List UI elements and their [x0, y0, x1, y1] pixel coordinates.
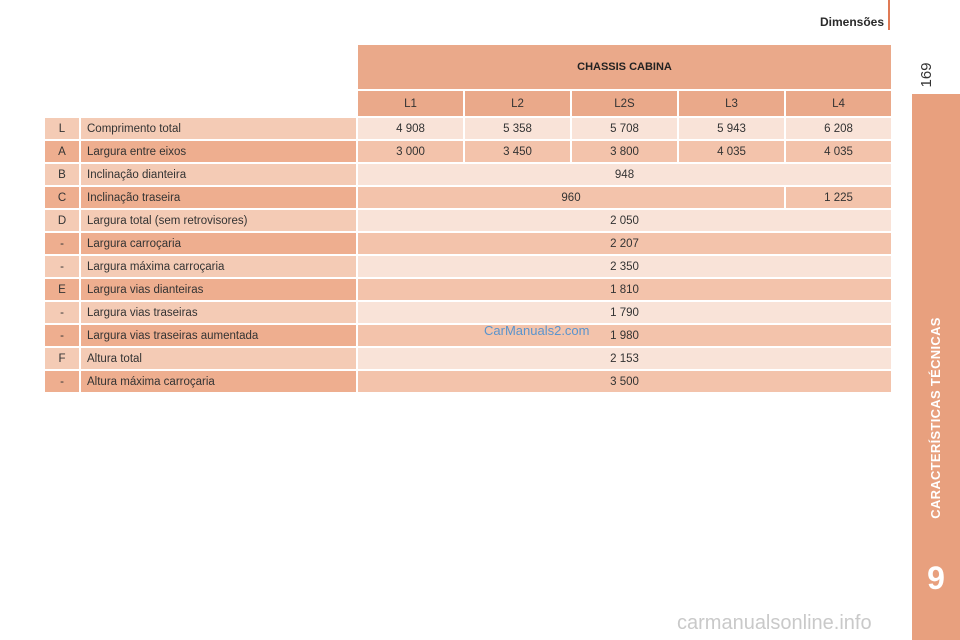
chapter-number: 9 [927, 560, 945, 596]
row-letter: - [45, 325, 79, 346]
row-letter: - [45, 302, 79, 323]
cell-value: 960 [358, 187, 784, 208]
row-letter: - [45, 371, 79, 392]
table-row [45, 141, 891, 162]
header-divider [888, 0, 890, 30]
cell-value: 1 790 [358, 302, 891, 323]
table-row [45, 325, 891, 346]
row-label: Comprimento total [81, 118, 356, 139]
cell-value: 5 708 [572, 118, 677, 139]
row-letter: E [45, 279, 79, 300]
table-row [45, 371, 891, 392]
table-row [45, 256, 891, 277]
table-row [45, 233, 891, 254]
dimensions-table [43, 43, 893, 394]
table-row [45, 210, 891, 231]
row-letter: B [45, 164, 79, 185]
row-letter: C [45, 187, 79, 208]
row-label: Largura total (sem retrovisores) [81, 210, 356, 231]
cell-value: 4 035 [679, 141, 784, 162]
table-row [45, 187, 891, 208]
table-row [45, 348, 891, 369]
cell-value: 1 980 [358, 325, 891, 346]
cell-value: 3 000 [358, 141, 463, 162]
row-label: Inclinação dianteira [81, 164, 356, 185]
cell-value: 2 207 [358, 233, 891, 254]
table-row [45, 302, 891, 323]
cell-value: 2 050 [358, 210, 891, 231]
table-row [45, 164, 891, 185]
watermark-link[interactable]: CarManuals2.com [484, 323, 590, 338]
chapter-title: CARACTERÍSTICAS TÉCNICAS [928, 317, 943, 519]
cell-value: 1 810 [358, 279, 891, 300]
table-corner [45, 91, 356, 116]
row-letter: - [45, 233, 79, 254]
column-header: L1 [358, 91, 463, 116]
cell-value: 5 358 [465, 118, 570, 139]
column-header: L3 [679, 91, 784, 116]
watermark-footer: carmanualsonline.info [677, 612, 872, 634]
cell-value: 3 450 [465, 141, 570, 162]
section-title: Dimensões [819, 15, 884, 29]
table-row [45, 118, 891, 139]
row-letter: L [45, 118, 79, 139]
row-letter: A [45, 141, 79, 162]
row-label: Largura máxima carroçaria [81, 256, 356, 277]
row-label: Largura vias dianteiras [81, 279, 356, 300]
cell-value: 4 908 [358, 118, 463, 139]
cell-value: 4 035 [786, 141, 891, 162]
row-label: Altura total [81, 348, 356, 369]
table-corner [45, 45, 356, 89]
cell-value: 3 500 [358, 371, 891, 392]
cell-value: 2 350 [358, 256, 891, 277]
row-letter: - [45, 256, 79, 277]
table-row [45, 279, 891, 300]
cell-value: 3 800 [572, 141, 677, 162]
cell-value: 1 225 [786, 187, 891, 208]
cell-value: 5 943 [679, 118, 784, 139]
column-header: L2 [465, 91, 570, 116]
row-letter: D [45, 210, 79, 231]
column-header: L2S [572, 91, 677, 116]
cell-value: 2 153 [358, 348, 891, 369]
cell-value: 6 208 [786, 118, 891, 139]
row-label: Altura máxima carroçaria [81, 371, 356, 392]
cell-value: 948 [358, 164, 891, 185]
row-label: Largura entre eixos [81, 141, 356, 162]
column-header: L4 [786, 91, 891, 116]
row-label: Inclinação traseira [81, 187, 356, 208]
row-label: Largura vias traseiras aumentada [81, 325, 356, 346]
row-letter: F [45, 348, 79, 369]
table-banner: CHASSIS CABINA [358, 45, 891, 89]
page-number: 169 [918, 62, 935, 88]
row-label: Largura vias traseiras [81, 302, 356, 323]
row-label: Largura carroçaria [81, 233, 356, 254]
